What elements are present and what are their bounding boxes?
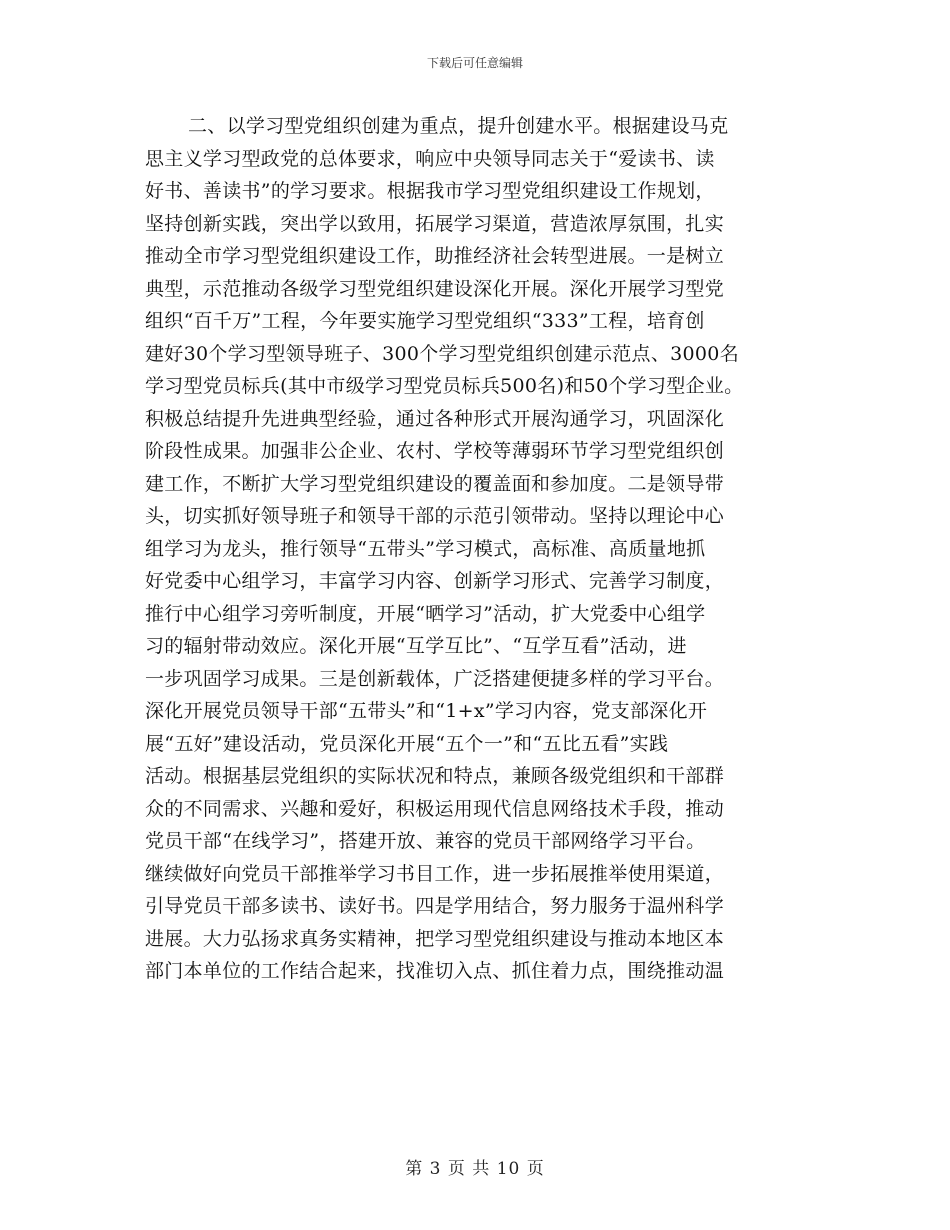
text-line: 党员干部“在线学习”，搭建开放、兼容的党员干部网络学习平台。 xyxy=(145,830,706,852)
text-line: 建好30个学习型领导班子、300个学习型党组织创建示范点、3000名 xyxy=(145,342,739,365)
text-line: 继续做好向党员干部推举学习书目工作，进一步拓展推举使用渠道， xyxy=(145,862,725,885)
page-number-footer: 第 3 页 共 10 页 xyxy=(405,1159,545,1179)
text-line: 坚持创新实践，突出学以致用，拓展学习渠道，营造浓厚氛围，扎实 xyxy=(145,212,725,235)
text-line: 头，切实抓好领导班子和领导干部的示范引领带动。坚持以理论中心 xyxy=(145,505,725,527)
text-line: 推动全市学习型党组织建设工作，助推经济社会转型进展。一是树立 xyxy=(145,245,725,267)
text-line: 组织“百千万”工程，今年要实施学习型党组织“333”工程，培育创 xyxy=(145,310,705,332)
text-line: 好党委中心组学习，丰富学习内容、创新学习形式、完善学习制度， xyxy=(145,570,725,592)
text-line: 好书、善读书”的学习要求。根据我市学习型党组织建设工作规划， xyxy=(145,180,715,202)
text-line: 积极总结提升先进典型经验，通过各种形式开展沟通学习，巩固深化 xyxy=(145,407,725,430)
text-line: 进展。大力弘扬求真务实精神，把学习型党组织建设与推动本地区本 xyxy=(145,927,725,950)
text-line: 活动。根据基层党组织的实际状况和特点，兼顾各级党组织和干部群 xyxy=(145,765,725,787)
text-line: 建工作，不断扩大学习型党组织建设的覆盖面和参加度。二是领导带 xyxy=(145,472,725,495)
document-body xyxy=(145,110,825,988)
text-line: 习的辐射带动效应。深化开展“互学互比”、“互学互看”活动，进 xyxy=(145,635,687,657)
text-line: 引导党员干部多读书、读好书。四是学用结合，努力服务于温州科学 xyxy=(145,895,725,917)
text-line: 深化开展党员领导干部“五带头”和“1+x”学习内容，党支部深化开 xyxy=(145,700,708,722)
page-header-note: 下载后可任意编辑 xyxy=(426,56,523,70)
text-line: 展“五好”建设活动，党员深化开展“五个一”和“五比五看”实践 xyxy=(145,732,669,755)
text-line: 部门本单位的工作结合起来，找准切入点、抓住着力点，围绕推动温 xyxy=(145,960,725,982)
text-line: 众的不同需求、兴趣和爱好，积极运用现代信息网络技术手段，推动 xyxy=(145,797,725,820)
text-line: 二、以学习型党组织创建为重点，提升创建水平。根据建设马克 xyxy=(188,115,729,137)
text-line: 推行中心组学习旁听制度，开展“晒学习”活动，扩大党委中心组学 xyxy=(145,602,706,625)
text-line: 典型，示范推动各级学习型党组织建设深化开展。深化开展学习型党 xyxy=(145,277,725,300)
text-line: 思主义学习型政党的总体要求，响应中央领导同志关于“爱读书、读 xyxy=(145,147,715,170)
text-line: 一步巩固学习成果。三是创新载体，广泛搭建便捷多样的学习平台。 xyxy=(145,667,725,690)
text-line: 组学习为龙头，推行领导“五带头”学习模式，高标准、高质量地抓 xyxy=(145,537,706,560)
text-line: 阶段性成果。加强非公企业、农村、学校等薄弱环节学习型党组织创 xyxy=(145,440,725,462)
text-line: 学习型党员标兵(其中市级学习型党员标兵500名)和50个学习型企业。 xyxy=(145,375,744,397)
